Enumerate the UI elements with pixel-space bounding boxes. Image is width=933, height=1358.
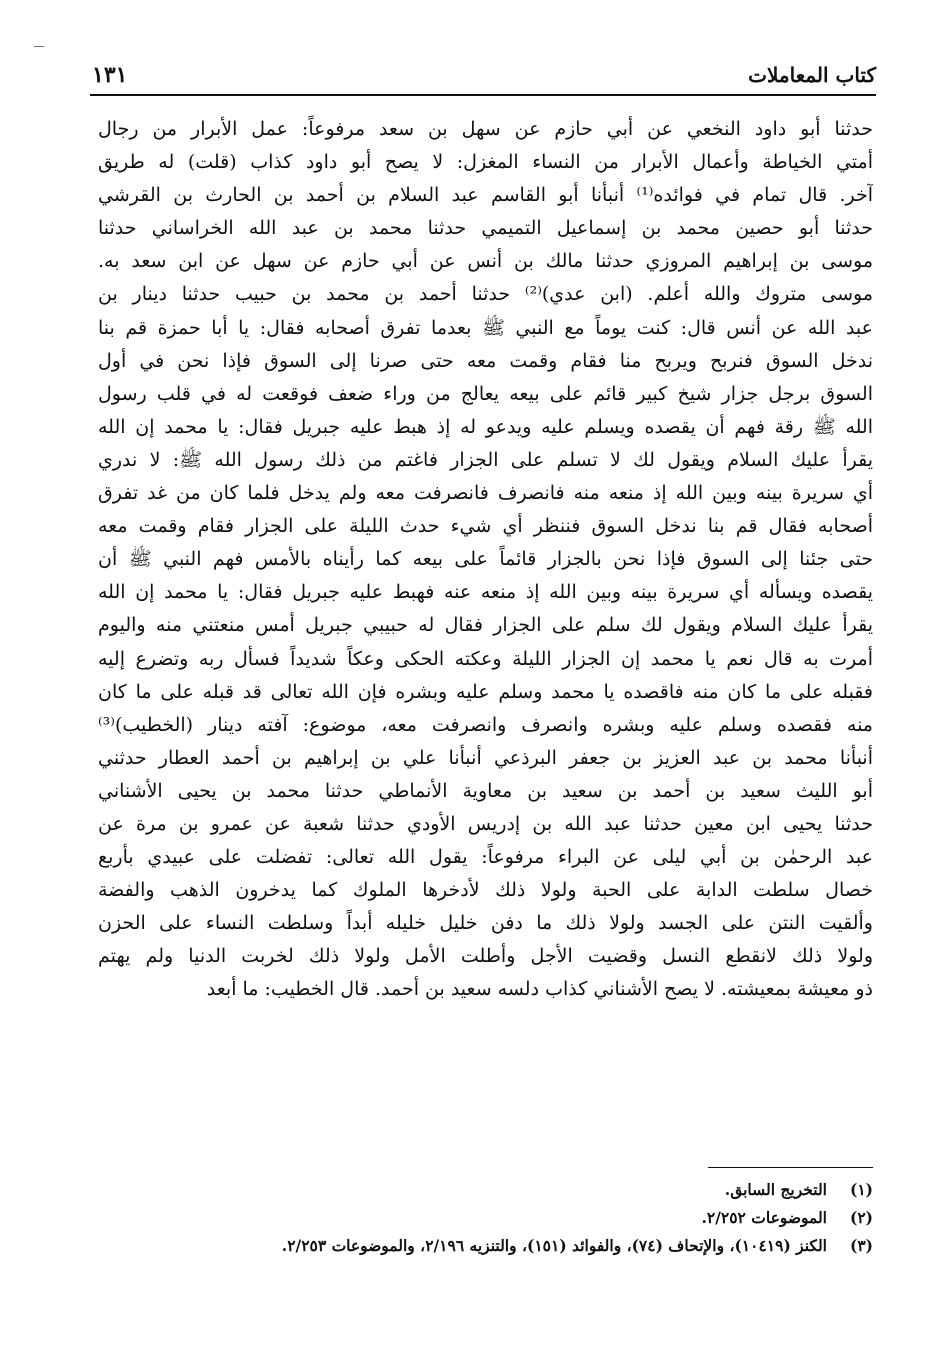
text-line: أبو الليث سعيد بن أحمد بن سعيد بن معاوية الأنماطي حدثنا محمد بن يحيى الأشناني [98, 779, 873, 802]
text-line: حدثنا أبو حصين محمد بن إسماعيل التميمي حدثنا محمد بن عبد الله الخراساني حدثنا [98, 217, 873, 240]
footnote [98, 1232, 873, 1260]
main-text [98, 113, 873, 1007]
text-line: حدثنا أبو داود النخعي عن أبي حازم عن سهل بن سعد مرفوعاً: عمل الأبرار من رجال [98, 118, 873, 140]
text-line: خصال سلطت الدابة على الحبة ولولا ذلك لأدخرها الملوك كما يدخرون الذهب والفضة [98, 879, 873, 902]
text-line: أمتي الخياطة وأعمال الأبرار من النساء المغزل: لا يصح أبو داود كذاب (قلت) له طريق [98, 151, 873, 174]
text-line: حدثنا يحيى ابن معين حدثنا عبد الله بن إدريس الأودي حدثنا شعبة عن عمرو بن مرة عن [98, 812, 873, 835]
text-line: عبد الرحمٰن بن أبي ليلى عن البراء مرفوعاً: يقول الله تعالى: تفضلت على عبيدي بأربع [98, 846, 873, 869]
text-line: السوق برجل جزار شيخ كبير قائم على بيعه يعالج من وراء ضعف فوقعت له في قلب رسول [98, 382, 873, 405]
page-number: ١٣١ [92, 62, 128, 88]
text-line: فقبله على ما كان منه فاقصده يا محمد وسلم عليه وبشره فإن الله تعالى قد قبله على ما كان [98, 680, 873, 703]
text-line: آخر. قال تمام في فوائده⁽¹⁾ أنبأنا أبو القاسم عبد السلام بن أحمد بن الحارث بن القرشي [98, 184, 873, 207]
footnote [98, 1176, 873, 1204]
text-line: موسى متروك والله أعلم. (ابن عدي)⁽²⁾ حدثنا أحمد بن محمد بن حبيب حدثنا دينار بن [98, 283, 873, 306]
text-line: يقصده ويسأله أي سريرة بينه وبين الله إذ منعه عنه فهبط عليه جبريل فقال: يا محمد إن الله [98, 581, 873, 604]
text-line: وألقيت النتن على الجسد ولولا ذلك ما دفن خليل خليله أبداً وسلطت النساء على الحزن [98, 912, 873, 935]
footnote-text: التخريج السابق. [724, 1180, 827, 1199]
text-line: أي سريرة بينه وبين الله إذ منعه منه فانصرف فانصرفت معه ولم يدخل فلما كان من غد تفرق [98, 482, 873, 505]
text-line: أمرت به قال نعم يا محمد إن الجزار الليلة وعكته الحكى وعكاً شديداً فسأل ربه وتضرع إليه [98, 647, 873, 670]
running-title: كتاب المعاملات [748, 63, 876, 87]
text-line: عبد الله عن أنس قال: كنت يوماً مع النبي ﷺ بعدما تفرق أصحابه فقال: يا أبا حمزة قم بنا [98, 316, 873, 339]
footnote-number: (٣) [849, 1236, 873, 1255]
footnote-text: الموضوعات ٢/٢٥٢. [701, 1208, 827, 1227]
page-header [90, 58, 876, 96]
text-line: أصحابه فقال قم بنا ندخل السوق فننظر أي شيء حدث الليلة على الجزار فقام وقمت معه [98, 515, 873, 538]
footnote-divider [708, 1167, 873, 1168]
text-line: منه فقصده وسلم عليه وبشره وانصرف وانصرفت معه، موضوع: آفته دينار (الخطيب)⁽³⁾ [98, 713, 873, 736]
footnote-number: (٢) [849, 1208, 873, 1227]
corner-mark [34, 46, 44, 47]
text-line: ندخل السوق فنربح ويربح منا فقام وقمت معه حتى صرنا إلى السوق فإذا نحن في أول [98, 349, 873, 372]
text-line: ولولا ذلك لانقطع النسل وقضيت الأجل وأطلت الأمل ولولا ذلك لخربت الدنيا ولم يهتم [98, 945, 873, 968]
footnote [98, 1204, 873, 1232]
footnote-number: (١) [849, 1180, 873, 1199]
text-line: أنبأنا محمد بن عبد العزيز بن جعفر البرذعي أنبأنا علي بن إبراهيم بن أحمد العطار حدثني [98, 746, 873, 769]
text-line: ذو معيشة بمعيشته. لا يصح الأشناني كذاب دلسه سعيد بن أحمد. قال الخطيب: ما أبعد [206, 978, 873, 1001]
footnote-text: الكنز (١٠٤١٩)، والإتحاف (٧٤)، والفوائد (١٥١)، والتنزيه ٢/١٩٦، والموضوعات ٢/٢٥٣. [281, 1236, 827, 1255]
text-line: حتى جئنا إلى السوق فإذا نحن بالجزار قائماً على بيعه كما رأيناه بالأمس فهم النبي ﷺ أن [98, 548, 873, 571]
text-line: يقرأ عليك السلام ويقول لك سلم على الجزار فقال له حبيبي جبريل أمس منعتني منه واليوم [98, 614, 873, 637]
text-line: موسى بن إبراهيم المروزي حدثنا مالك بن أنس عن أبي حازم عن سهل عن ابن سعد به. [98, 250, 873, 273]
text-line: الله ﷺ رقة فهم أن يقصده ويسلم عليه ويدعو له إذ هبط عليه جبريل فقال: يا محمد إن الله [98, 415, 873, 438]
text-line: يقرأ عليك السلام ويقول لك لا تسلم على الجزار فاغتم من ذلك رسول الله ﷺ: لا ندري [98, 448, 873, 471]
footnotes [98, 1176, 873, 1260]
